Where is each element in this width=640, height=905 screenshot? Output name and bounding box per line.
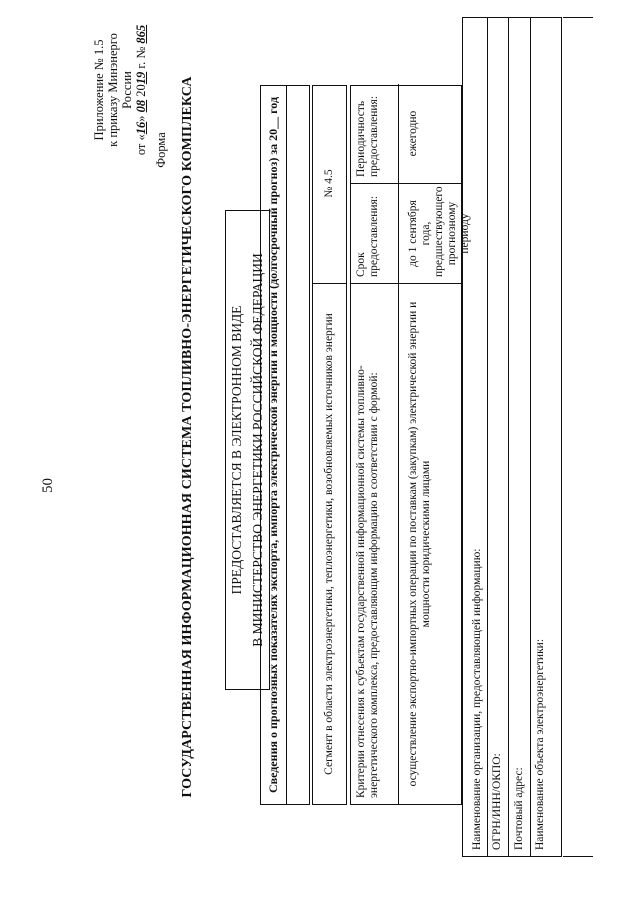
page-number: 50 (40, 478, 56, 493)
form-title-box (260, 85, 310, 805)
org-ids-label: ОГРН/ИНН/ОКПО: (491, 753, 503, 850)
deadline-header: Срок предоставления: (351, 184, 399, 284)
main-title: ГОСУДАРСТВЕННАЯ ИНФОРМАЦИОННАЯ СИСТЕМА ТОПЛИВНО-ЭНЕРГЕТИЧЕСКОГО КОМПЛЕКСА (180, 76, 195, 798)
segment-row (312, 85, 347, 805)
org-address-rule (530, 18, 531, 856)
criteria-header: Критерии отнесения к субъектам государственной информационной системы топливно-энергетического комплекса, предоставляющим информацию в соответствии с формой: (351, 284, 399, 804)
appendix-order: к приказу Минэнерго России (106, 33, 134, 147)
periodicity-value: ежегодно (399, 84, 461, 184)
criterion-value: осуществление экспортно-импортных операции по поставкам (закупкам) электрической энергии и мощности юридическими лицами (407, 301, 432, 787)
criteria-table (350, 85, 471, 805)
form-title: Сведения о прогнозных показателях экспорта, импорта электрической энергии и мощности (долгосрочный прогноз) за 20__ год (266, 96, 280, 794)
org-object-label: Наименование объекта электроэнергетики: (534, 638, 546, 850)
date-suffix: г. № (134, 43, 148, 72)
org-address-label: Почтовый адрес: (513, 767, 525, 850)
date-prefix: от « (134, 134, 148, 156)
submission-line-1: ПРЕДОСТАВЛЯЕТСЯ В ЭЛЕКТРОННОМ ВИДЕ (229, 305, 244, 595)
appendix-title: Приложение № 1.5 (92, 39, 106, 141)
org-ids-rule (508, 18, 509, 856)
form-label: Форма (154, 132, 168, 168)
year-prefix: 20 (134, 84, 148, 100)
segment-label: Сегмент в области электроэнергетики, теплоэнергетики, возобновляемых источников энергии (323, 313, 335, 775)
handwritten-day: 16 (134, 121, 148, 135)
handwritten-year: 19 (134, 71, 148, 85)
bottom-margin-frame (563, 17, 593, 857)
appendix-reference (92, 15, 148, 165)
deadline-value: до 1 сентября года, предшествующего прогнозному периоду (399, 184, 461, 284)
handwritten-order-number: 865 (134, 24, 148, 44)
appendix-date-number (134, 15, 148, 165)
date-mid: » (134, 112, 148, 122)
submission-line-2: В МИНИСТЕРСТВО ЭНЕРГЕТИКИ РОССИЙСКОЙ ФЕДЕРАЦИИ (250, 253, 265, 647)
periodicity-header: Периодичность предоставления: (351, 84, 399, 184)
org-name-rule (487, 18, 488, 856)
organization-info (462, 17, 562, 857)
handwritten-month: 08 (134, 99, 148, 113)
form-title-divider (286, 86, 287, 804)
segment-code: № 4.5 (313, 84, 346, 284)
org-name-label: Наименование организации, предоставляющей информацию: (471, 548, 483, 850)
